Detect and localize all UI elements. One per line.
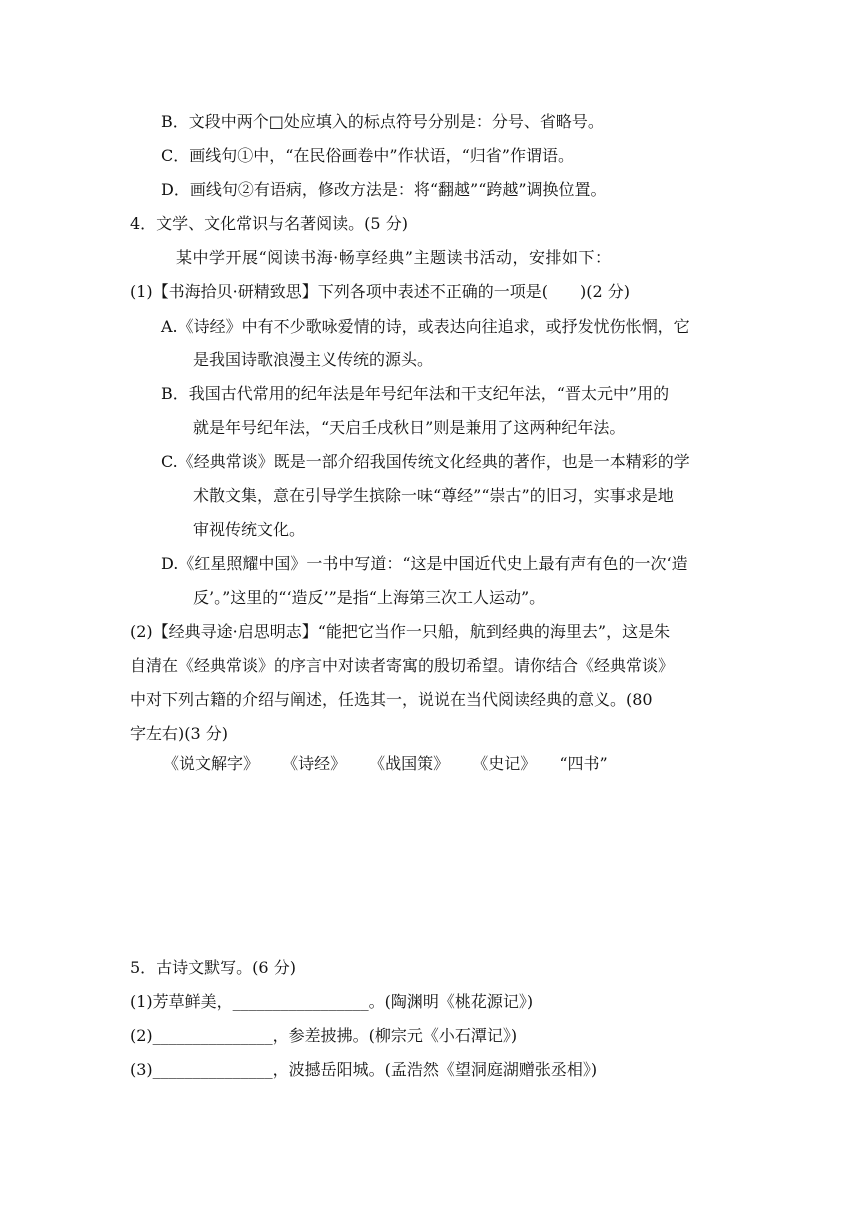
- q4-intro: 某中学开展“阅读书海·畅享经典”主题读书活动，安排如下：: [176, 248, 612, 267]
- q4-sub1-option-c-line1: C.《经典常谈》既是一部介绍我国传统文化经典的著作，也是一本精彩的学: [161, 452, 690, 471]
- q4-sub2-book-list: 《说文解字》 《诗经》 《战国策》 《史记》 “四书”: [163, 754, 608, 773]
- q4-sub2-line2: 自清在《经典常谈》的序言中对读者寄寓的殷切希望。请你结合《经典常谈》: [130, 656, 675, 675]
- q5-item-1: (1)芳草鲜美，_________________。(陶渊明《桃花源记》): [130, 992, 534, 1011]
- q4-sub1-option-c-line2: 术散文集，意在引导学生摈除一味“尊经”“崇古”的旧习，实事求是地: [193, 486, 674, 505]
- q4-title: 4．文学、文化常识与名著阅读。(5 分): [130, 214, 408, 233]
- q3-option-b: B．文段中两个□处应填入的标点符号分别是：分号、省略号。: [161, 112, 604, 131]
- q4-sub1-option-b-line1: B．我国古代常用的纪年法是年号纪年法和干支纪年法，“晋太元中”用的: [161, 384, 670, 403]
- q5-item-2: (2)_______________，参差披拂。(柳宗元《小石潭记》): [130, 1026, 518, 1045]
- q4-sub2-line1: (2)【经典寻途·启思明志】“能把它当作一只船，航到经典的海里去”，这是朱: [130, 622, 671, 641]
- q4-sub2-line3: 中对下列古籍的介绍与阐述，任选其一，说说在当代阅读经典的意义。(80: [130, 690, 653, 709]
- q3-option-c: C．画线句①中，“在民俗画卷中”作状语，“归省”作谓语。: [161, 146, 574, 165]
- q4-sub1-option-a-line2: 是我国诗歌浪漫主义传统的源头。: [193, 350, 434, 369]
- answer-space[interactable]: [130, 790, 730, 940]
- q4-sub1-option-b-line2: 就是年号纪年法，“天启壬戌秋日”则是兼用了这两种纪年法。: [193, 418, 626, 437]
- q4-sub1-option-d-line2: 反’。”这里的“‘造反’”是指“上海第三次工人运动”。: [193, 588, 546, 607]
- q4-sub1-stem: (1)【书海拾贝·研精致思】下列各项中表述不正确的一项是( )(2 分): [130, 282, 630, 301]
- q5-item-3: (3)_______________，波撼岳阳城。(孟浩然《望洞庭湖赠张丞相》): [130, 1060, 598, 1079]
- q4-sub1-option-d-line1: D.《红星照耀中国》一书中写道：“这是中国近代史上最有声有色的一次‘造: [161, 554, 688, 573]
- q4-sub1-option-c-line3: 审视传统文化。: [193, 520, 306, 539]
- q4-sub2-line4: 字左右)(3 分): [130, 724, 228, 743]
- q5-title: 5．古诗文默写。(6 分): [130, 958, 296, 977]
- q3-option-d: D．画线句②有语病，修改方法是：将“翻越”“跨越”调换位置。: [161, 180, 607, 199]
- q4-sub1-option-a-line1: A.《诗经》中有不少歌咏爱情的诗，或表达向往追求，或抒发忧伤怅惘，它: [161, 317, 690, 336]
